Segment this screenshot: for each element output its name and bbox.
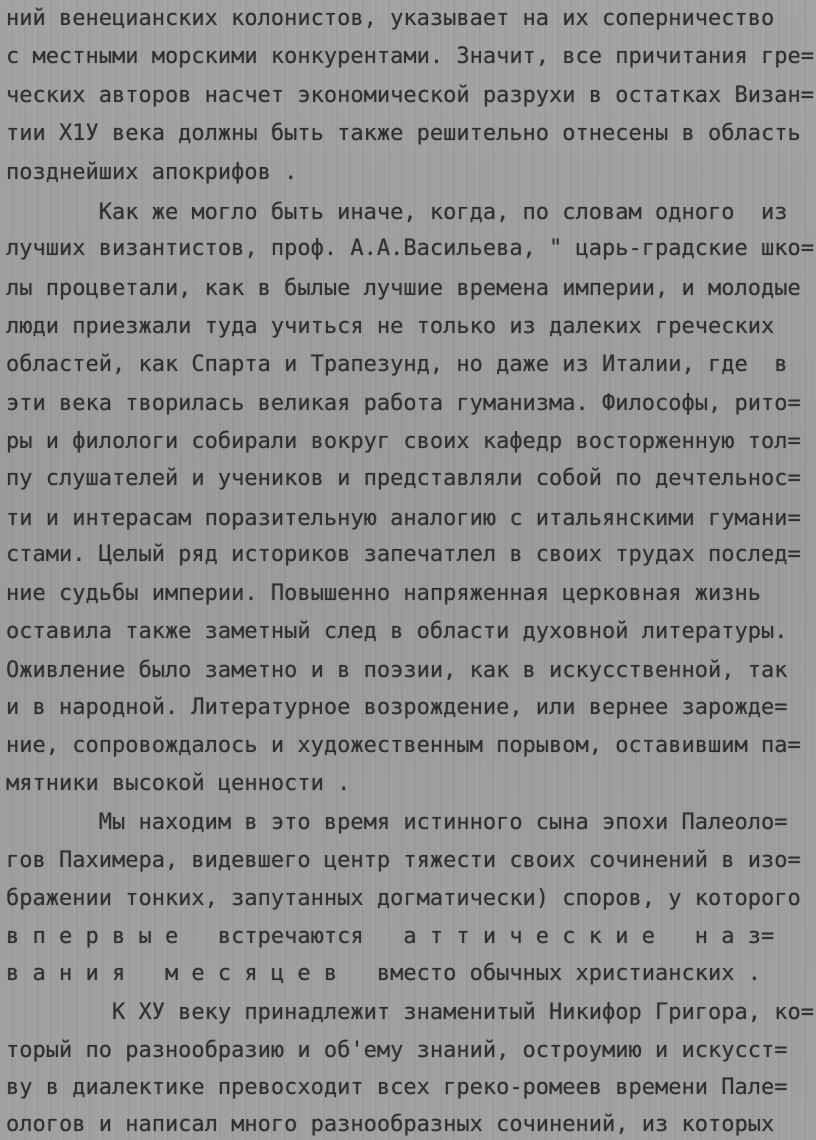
- text-line: Мы находим в это время истинного сына эпохи Палеоло=: [6, 810, 788, 835]
- text-line: стами. Целый ряд историков запечатлел в своих трудах послед=: [6, 542, 801, 567]
- text-line: в п е р в ы е встречаются а т т и ч е с к и е н а з=: [6, 924, 775, 949]
- text-line: пу слушателей и учеников и представляли собой по дечтельнос=: [6, 466, 801, 491]
- text-line: ры и филологи собирали вокруг своих кафедр восторженную тол=: [6, 429, 801, 454]
- text-line: с местными морскими конкурентами. Значит, все причитания гре=: [6, 44, 814, 69]
- text-line: эти века творилась великая работа гуманизма. Философы, рито=: [6, 391, 801, 416]
- text-line: лы процветали, как в былые лучшие времена империи, и молодые: [6, 276, 801, 301]
- text-line: лучших византистов, проф. А.А.Васильева, " царь-градские шко=: [6, 236, 814, 261]
- text-line: люди приезжали туда учиться не только из далеких греческих: [6, 314, 775, 339]
- text-line: бражении тонких, запутанных догматически) споров, у которого: [6, 886, 801, 911]
- text-line: К ХУ веку принадлежит знаменитый Никифор Григора, ко=: [6, 1000, 814, 1025]
- text-line: гов Пахимера, видевшего центр тяжести своих сочинений в изо=: [6, 848, 801, 873]
- text-line: ние судьбы империи. Повышенно напряженная церковная жизнь: [6, 581, 761, 606]
- text-line: и в народной. Литературное возрождение, или вернее зарожде=: [6, 695, 788, 720]
- text-line: торый по разнообразию и об'ему знаний, остроумию и искусст=: [6, 1038, 788, 1063]
- text-line: ческих авторов насчет экономической разрухи в остатках Визан=: [6, 83, 814, 108]
- text-line: мятники высокой ценности .: [6, 771, 351, 796]
- text-line: ти и интерасам поразительную аналогию с итальянскими гумани=: [6, 506, 801, 531]
- text-line: тии Х1У века должны быть также решительно отнесены в область: [6, 121, 801, 146]
- text-line: областей, как Спарта и Трапезунд, но даже из Италии, где в: [6, 352, 788, 377]
- text-line: оставила также заметный след в области духовной литературы.: [6, 619, 788, 644]
- text-line: Оживление было заметно и в поэзии, как в искусственной, так: [6, 658, 788, 683]
- text-line: ние, сопровождалось и художественным порывом, оставившим па=: [6, 733, 801, 758]
- text-line: позднейших апокрифов .: [6, 160, 298, 185]
- text-line: ву в диалектике превосходит всех греко-ромеев времени Пале=: [6, 1075, 788, 1100]
- text-line: ологов и написал много разнообразных сочинений, из которых: [6, 1112, 775, 1137]
- text-line: в а н и я м е с я ц е в вместо обычных христианских .: [6, 961, 761, 986]
- text-line: Как же могло быть иначе, когда, по словам одного из: [6, 200, 788, 225]
- text-line: ний венецианских колонистов, указывает на их соперничество: [6, 6, 775, 31]
